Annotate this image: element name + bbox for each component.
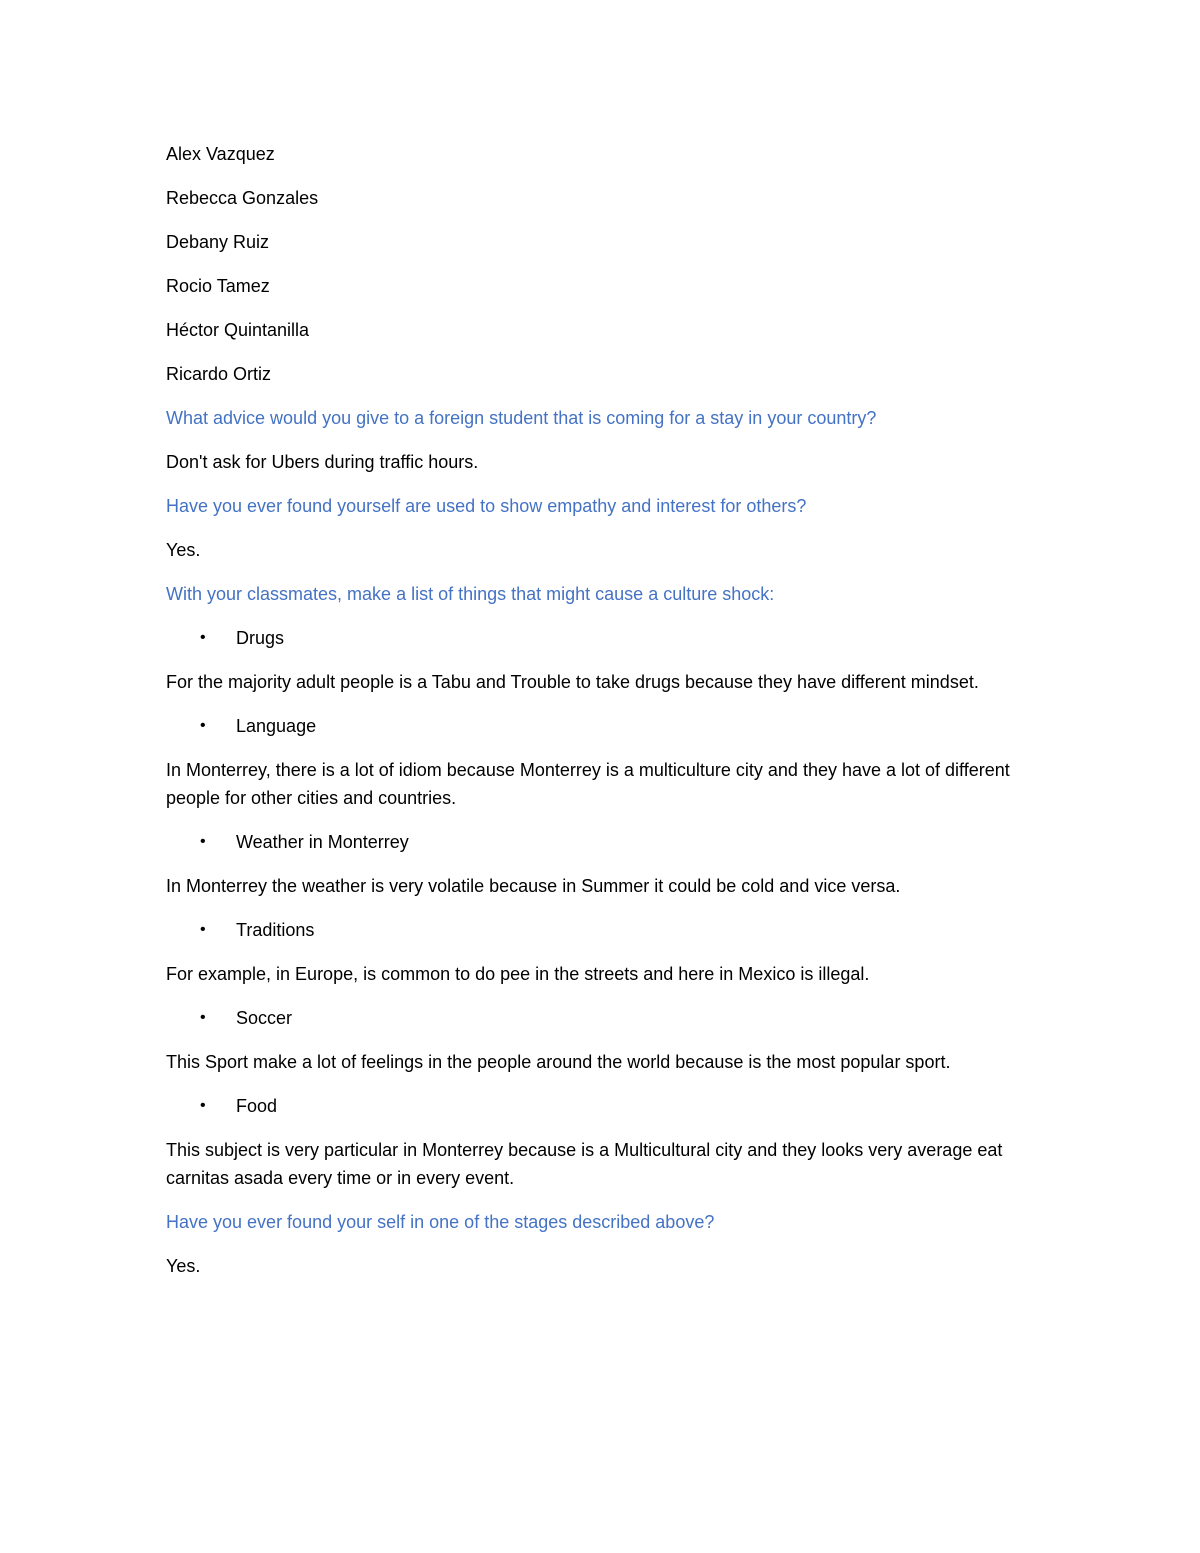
list-item: [166, 624, 1046, 652]
list-item-description: This subject is very particular in Monterrey because is a Multicultural city and they looks very average eat carnitas asada every time or in every event.: [166, 1140, 1003, 1188]
list-item: [166, 1092, 1046, 1120]
author-name: Debany Ruiz: [166, 232, 270, 252]
author-name: Ricardo Ortiz: [166, 364, 272, 384]
list-item: [166, 916, 1046, 944]
question-advice: What advice would you give to a foreign student that is coming for a stay in your country?: [166, 408, 877, 428]
document-page: [166, 140, 1046, 1296]
question-stages: Have you ever found your self in one of the stages described above?: [166, 1212, 715, 1232]
bullet-icon: •: [200, 921, 206, 938]
bullet-icon: •: [200, 833, 206, 850]
list-item-description: In Monterrey the weather is very volatile because in Summer it could be cold and vice versa.: [166, 876, 901, 896]
list-item-description: In Monterrey, there is a lot of idiom because Monterrey is a multiculture city and they have a lot of different people for other cities and countries.: [166, 760, 1010, 808]
question-culture-shock: With your classmates, make a list of things that might cause a culture shock:: [166, 584, 775, 604]
answer-stages: Yes.: [166, 1256, 201, 1276]
list-item-label: Soccer: [236, 1008, 293, 1028]
author-name: Rocio Tamez: [166, 276, 270, 296]
list-item-label: Weather in Monterrey: [236, 832, 409, 852]
list-item-label: Traditions: [236, 920, 315, 940]
bullet-icon: •: [200, 629, 206, 646]
author-name: Héctor Quintanilla: [166, 320, 310, 340]
bullet-icon: •: [200, 717, 206, 734]
list-item-label: Language: [236, 716, 317, 736]
list-item-label: Drugs: [236, 628, 285, 648]
list-item: [166, 1004, 1046, 1032]
question-empathy: Have you ever found yourself are used to show empathy and interest for others?: [166, 496, 807, 516]
answer-empathy: Yes.: [166, 540, 201, 560]
list-item-description: This Sport make a lot of feelings in the people around the world because is the most popular sport.: [166, 1052, 951, 1072]
author-name: Alex Vazquez: [166, 144, 275, 164]
bullet-icon: •: [200, 1009, 206, 1026]
answer-advice: Don't ask for Ubers during traffic hours.: [166, 452, 479, 472]
list-item: [166, 712, 1046, 740]
list-item-description: For the majority adult people is a Tabu and Trouble to take drugs because they have different mindset.: [166, 672, 979, 692]
list-item: [166, 828, 1046, 856]
author-name: Rebecca Gonzales: [166, 188, 319, 208]
list-item-description: For example, in Europe, is common to do pee in the streets and here in Mexico is illegal.: [166, 964, 870, 984]
bullet-icon: •: [200, 1097, 206, 1114]
list-item-label: Food: [236, 1096, 278, 1116]
